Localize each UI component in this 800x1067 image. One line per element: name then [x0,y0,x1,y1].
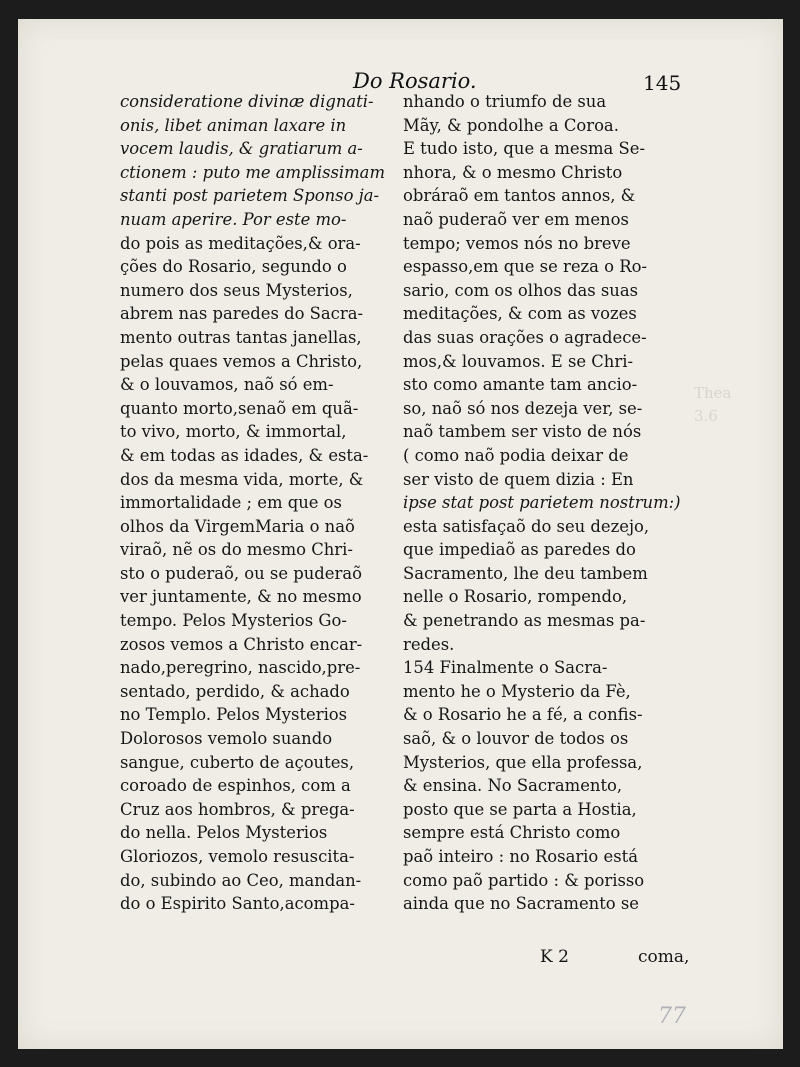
text-line: mento he o Mysterio da Fè, [403,681,631,701]
text-line: Mãy, & pondolhe a Coroa. [403,115,619,135]
text-line: que impediaõ as paredes do [403,540,636,560]
text-line: so, naõ só nos dezeja ver, se- [403,398,643,418]
page-number: 145 [643,71,682,95]
running-title: Do Rosario. [353,69,477,93]
text-line: olhos da VirgemMaria o naõ [120,516,355,536]
text-line: Cruz aos hombros, & prega- [120,799,355,819]
text-line: Mysterios, que ella professa, [403,752,643,772]
text-line: sto o puderaõ, ou se puderaõ [120,563,362,583]
text-line: viraõ, nẽ os do mesmo Chri- [120,540,353,560]
text-line: Sacramento, lhe deu tambem [403,563,648,583]
text-line: no Templo. Pelos Mysterios [120,705,348,725]
catchword: coma, [638,947,690,967]
text-line: & o louvamos, naõ só em- [120,375,334,395]
text-line: naõ tambem ser visto de nós [403,422,642,442]
text-line: nuam aperire. Por este mo- [120,209,347,229]
pencil-annotation: 77 [658,1004,686,1029]
text-line: quanto morto,senaõ em quã- [120,398,359,418]
text-line: zosos vemos a Christo encar- [120,634,363,654]
text-line: tempo. Pelos Mysterios Go- [120,611,347,631]
text-line: redes. [403,634,455,654]
text-line: do pois as meditações,& ora- [120,233,361,253]
text-line: ser visto de quem dizia : En [403,469,634,489]
text-line: pelas quaes vemos a Christo, [120,351,363,371]
text-line: meditações, & com as vozes [403,304,637,324]
text-line: nelle o Rosario, rompendo, [403,587,628,607]
text-line: 154 Finalmente o Sacra- [403,658,608,678]
left-text-column [120,90,388,916]
text-line: esta satisfaçaõ do seu dezejo, [403,516,650,536]
text-line: nado,peregrino, nascido,pre- [120,658,361,678]
text-line: paõ inteiro : no Rosario está [403,847,638,866]
show-through-text: Thea [694,384,732,402]
text-line: Dolorosos vemolo suando [120,729,333,749]
text-line: nhando o triumfo de sua [403,92,607,111]
text-line: onis, libet animan laxare in [120,115,347,135]
text-line: ipse stat post parietem nostrum:) [403,493,681,513]
show-through-text: 3.6 [694,407,718,425]
book-page [18,19,783,1049]
text-line: mos,& louvamos. E se Chri- [403,351,633,371]
text-line: obráraõ em tantos annos, & [403,186,636,206]
text-line: ções do Rosario, segundo o [120,257,347,277]
text-line: & ensina. No Sacramento, [403,776,623,796]
text-line: ctionem : puto me amplissimam [120,162,385,182]
text-line: & penetrando as mesmas pa- [403,611,646,631]
text-line: tempo; vemos nós no breve [403,233,631,253]
text-line: sangue, cuberto de açoutes, [120,752,355,772]
text-line: das suas orações o agradece- [403,327,647,347]
text-line: E tudo isto, que a mesma Se- [403,139,646,159]
text-line: sario, com os olhos das suas [403,280,639,300]
text-line: ( como naõ podia deixar de [403,445,629,465]
text-line: dos da mesma vida, morte, & [120,469,364,489]
text-line: sempre está Christo como [403,823,621,843]
text-line: como paõ partido : & porisso [403,870,645,890]
text-line: stanti post parietem Sponso ja- [120,186,380,206]
text-line: do o Espirito Santo,acompa- [120,894,355,914]
text-line: consideratione divinæ dignati- [120,92,374,111]
right-text-column [403,90,693,916]
text-line: & o Rosario he a fé, a confis- [403,705,643,725]
text-line: naõ puderaõ ver em menos [403,209,629,229]
text-line: to vivo, morto, & immortal, [120,422,347,442]
text-line: vocem laudis, & gratiarum a- [120,139,363,159]
printer-signature: K 2 [540,947,569,967]
text-line: Gloriozos, vemolo resuscita- [120,847,355,866]
text-line: posto que se parta a Hostia, [403,799,637,819]
text-line: espasso,em que se reza o Ro- [403,257,647,277]
text-line: do nella. Pelos Mysterios [120,823,328,843]
text-line: ver juntamente, & no mesmo [120,587,362,607]
text-line: sto como amante tam ancio- [403,375,638,395]
text-line: mento outras tantas janellas, [120,327,362,347]
text-line: sentado, perdido, & achado [120,681,350,701]
text-line: numero dos seus Mysterios, [120,280,353,300]
text-line: ainda que no Sacramento se [403,894,639,914]
text-line: immortalidade ; em que os [120,493,342,513]
text-line: saõ, & o louvor de todos os [403,729,629,749]
text-line: coroado de espinhos, com a [120,776,351,796]
text-line: abrem nas paredes do Sacra- [120,304,364,324]
text-line: do, subindo ao Ceo, mandan- [120,870,362,890]
text-line: & em todas as idades, & esta- [120,445,369,465]
text-line: nhora, & o mesmo Christo [403,162,623,182]
